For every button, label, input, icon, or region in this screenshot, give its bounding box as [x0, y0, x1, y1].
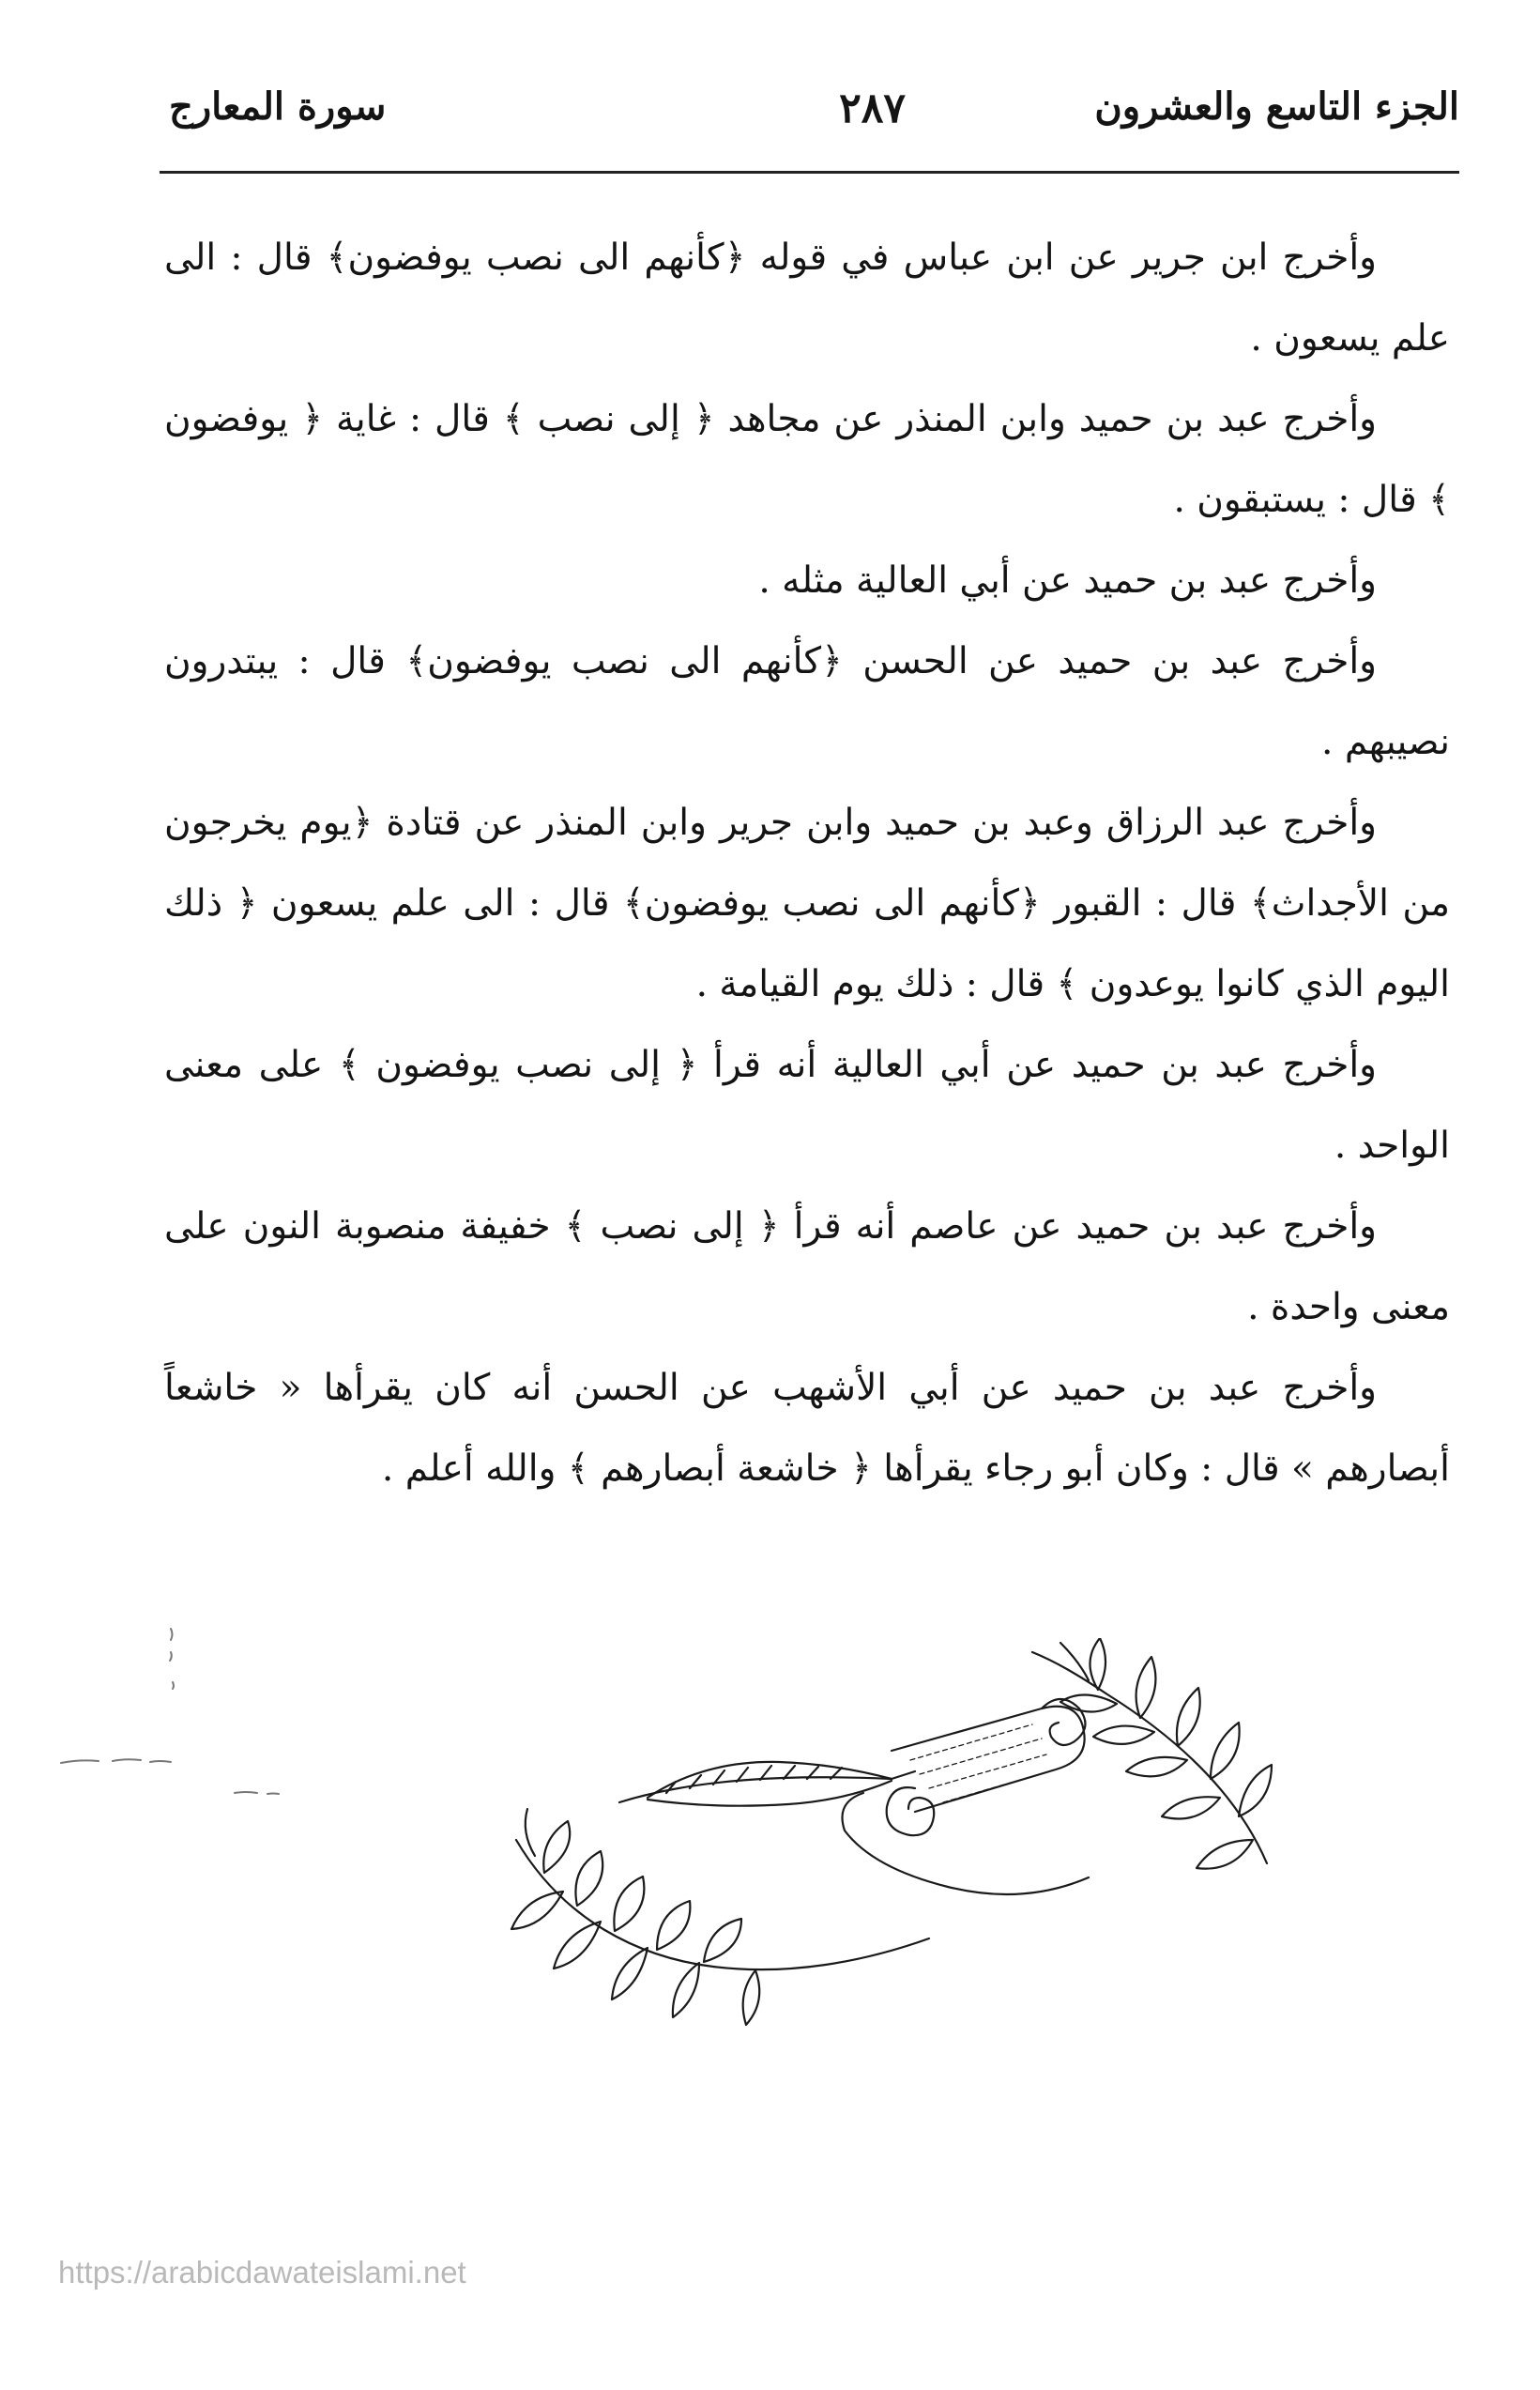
- paragraph: وأخرج عبد الرزاق وعبد بن حميد وابن جرير وابن المنذر عن قتادة ﴿يوم يخرجون من الأجداث﴾ قال : القبور ﴿كأنهم الى نصب يوفضون﴾ قال : الى علم يسعون ﴿ ذلك اليوم الذي كانوا يوعدون ﴾ قال : ذلك يوم القيامة .: [164, 802, 1450, 1005]
- paragraph: وأخرج عبد بن حميد عن أبي العالية مثله .: [758, 559, 1377, 602]
- page-header: [160, 68, 1459, 171]
- header-rule: [160, 171, 1459, 174]
- paragraph: وأخرج ابن جرير عن ابن عباس في قوله ﴿كأنهم الى نصب يوفضون﴾ قال : الى علم يسعون .: [164, 237, 1450, 360]
- paragraph: وأخرج عبد بن حميد عن أبي الأشهب عن الحسن أنه كان يقرأها « خاشعاً أبصارهم » قال : وكان أبو رجاء يقرأها ﴿ خاشعة أبصارهم ﴾ والله أعلم .: [164, 1367, 1450, 1490]
- stray-ink-marks: [56, 1624, 300, 1812]
- surah-title: سورة المعارج: [169, 84, 387, 129]
- paragraph: وأخرج عبد بن حميد وابن المنذر عن مجاهد ﴿ إلى نصب ﴾ قال : غاية ﴿ يوفضون ﴾ قال : يستبقون .: [164, 398, 1450, 521]
- page-number: ٢٨٧: [839, 84, 906, 132]
- paragraph: وأخرج عبد بن حميد عن عاصم أنه قرأ ﴿ إلى نصب ﴾ خفيفة منصوبة النون على معنى واحدة .: [164, 1205, 1450, 1328]
- watermark-url: https://arabicdawateislami.net: [58, 2255, 466, 2290]
- body-text: [164, 218, 1450, 1509]
- paragraph: وأخرج عبد بن حميد عن أبي العالية أنه قرأ ﴿ إلى نصب يوفضون ﴾ على معنى الواحد .: [164, 1044, 1450, 1167]
- laurel-scroll-ornament: [507, 1638, 1276, 2042]
- paragraph: وأخرج عبد بن حميد عن الحسن ﴿كأنهم الى نصب يوفضون﴾ قال : يبتدرون نصيبهم .: [164, 640, 1450, 763]
- juz-title: الجزء التاسع والعشرون: [1094, 84, 1459, 129]
